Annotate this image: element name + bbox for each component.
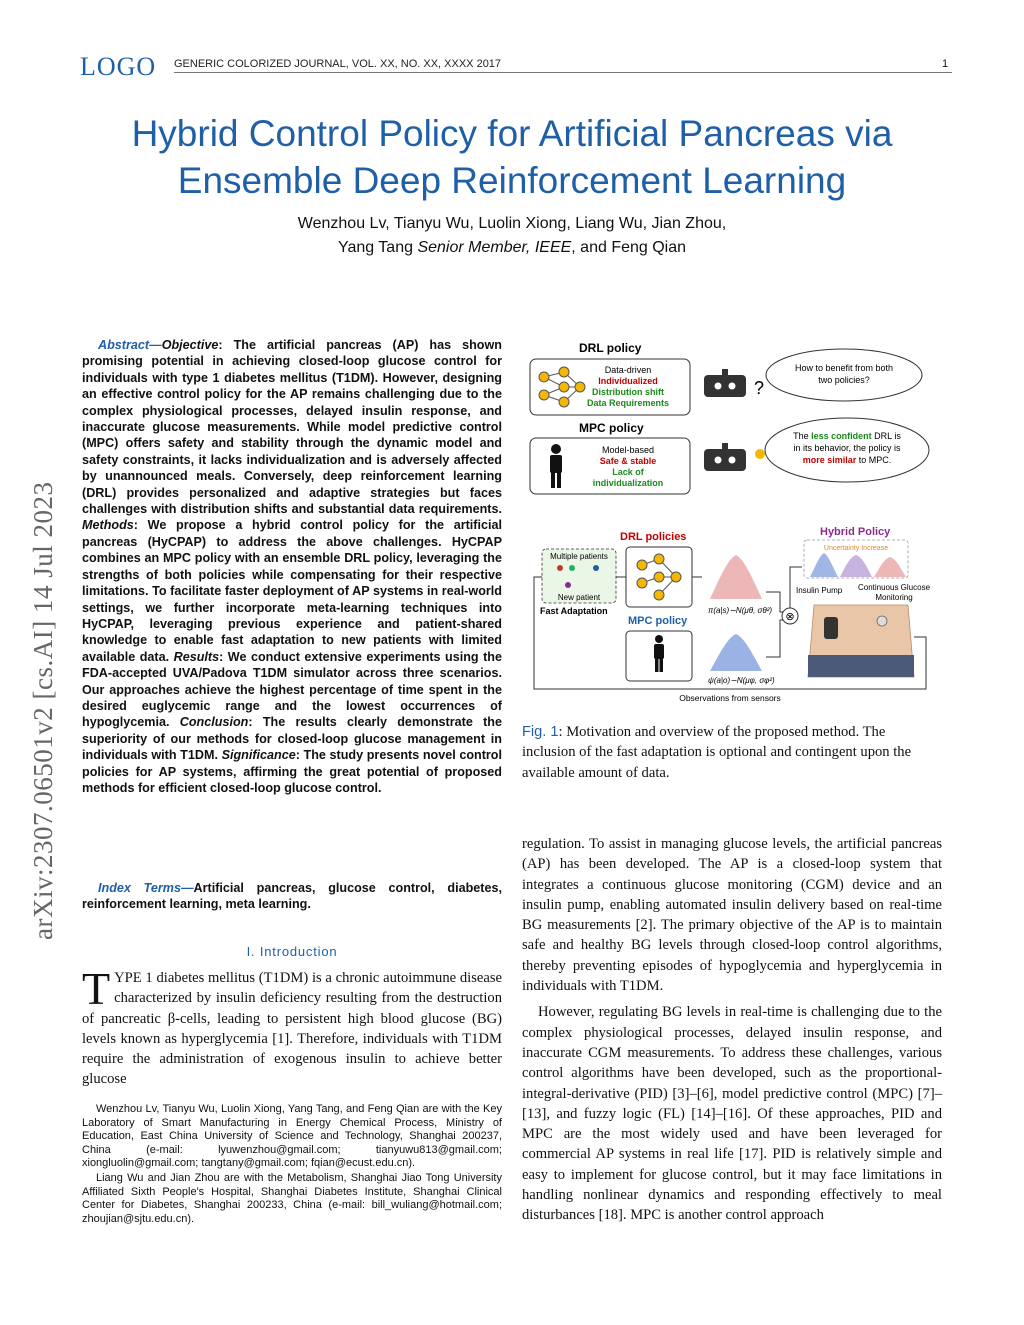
author-list (60, 212, 964, 260)
methods-label: Methods (82, 518, 134, 533)
cgm-sensor (877, 616, 887, 626)
insulin-pump-device (824, 617, 838, 639)
mpc-line-4: individualization (592, 478, 664, 488)
index-terms-label: Index Terms— (98, 881, 194, 895)
uncertainty-label: Uncertainty Increase (823, 545, 889, 552)
authors-line-1: Wenzhou Lv, Tianyu Wu, Luolin Xiong, Liang Wu, Jian Zhou, (297, 215, 727, 232)
objective-text: : The artificial pancreas (AP) has shown promising potential in achieving closed-loop glucose control for individuals with type 1 diabetes mellitus (T1DM). However, designing an effective control policy for the AP remains challenging due to the complex physiological processes, delayed insulin response, and inaccurate glucose measurements. While model predictive control (MPC) offers safety and stability through the dynamic model and safety constraints, it lacks individualization and is adversely affected by unannounced meals. Conversely, deep reinforcement learning (DRL) provides personalized and adaptive strategies but faces challenges with distribution shifts and substantial data requirements. (82, 338, 502, 517)
drl-distribution-curve (710, 555, 762, 599)
mpc-line-2: Safe & stable (599, 456, 657, 466)
multiple-patients-label: Multiple patients (550, 552, 608, 561)
mpc-to-combine-line (766, 620, 784, 657)
arxiv-stamp: arXiv:2307.06501v2 [cs.AI] 14 Jul 2023 (28, 481, 58, 940)
journal-logo: LOGO (80, 52, 157, 81)
drl-line-2: Individualized (598, 376, 658, 386)
drl-line-1: Data-driven (604, 365, 652, 375)
cloud2-line-1: The less confident DRL is (793, 431, 901, 441)
results-text: : We conduct extensive experiments using the FDA-accepted UVA/Padova T1DM simulator across three scenarios. Our approaches achieve the highest percentage of time spent in the desired euglycemic range and the lowest occurrences of hypoglycemia. (82, 649, 503, 730)
question-mark: ? (754, 378, 765, 398)
abstract (82, 337, 502, 796)
mpc-distribution-curve (710, 634, 762, 671)
right-paragraph-2: However, regulating BG levels in real-time is challenging due to the complex physiological processes, delayed insulin response, and inaccurate CGM measurements. To address these challenges, various control algorithms have been developed, such as the proportional-integral-derivative (PID) [3]–[6], model predictive control (MPC) [7]–[13], and fuzzy logic (FL) [14]–[16]. Of these approaches, PID and MPC are the most widely used and have been leveraged for commercial AP systems in real life [17]. PID is relatively simple and easy to implement for glucose control, but it may face limitations in handling nonlinear dynamics and responding effectively to meal disturbances [18]. MPC is another control approach (522, 1004, 942, 1224)
observations-label: Observations from sensors (679, 693, 781, 703)
introduction-text (82, 963, 502, 1090)
patient-jeans (808, 655, 914, 677)
footnote-1: Wenzhou Lv, Tianyu Wu, Luolin Xiong, Yang Tang, and Feng Qian are with the Key Laboratory of Smart Manufacturing in Energy Chemical Process, Ministry of Education, East China University of Science and Technology, Shanghai 200237, China (e-mail: lyuwenzhou@gmail.com; tianyuwu813@gmail.com; xiongluolin@gmail.com; tangtany@gmail.com; fqian@ecust.edu.cn). (82, 1103, 502, 1170)
figure-1 (522, 337, 952, 707)
abstract-label: Abstract— (98, 338, 162, 352)
mpc-policy-title: MPC policy (579, 421, 644, 435)
cgm-label-1: Continuous Glucose (857, 583, 931, 592)
index-terms (82, 880, 502, 913)
drl-policy-title: DRL policy (579, 341, 642, 355)
cloud2-line-2: in its behavior, the policy is (793, 443, 901, 453)
authors-line-2-pre: Yang Tang (337, 239, 418, 256)
title-line-2: Ensemble Deep Reinforcement Learning (177, 160, 847, 201)
section-heading: I. Introduction (246, 944, 338, 959)
drl-policies-title: DRL policies (620, 531, 687, 543)
new-patient-label: New patient (557, 593, 601, 602)
cloud1-line-2: two policies? (818, 375, 870, 385)
title-line-1: Hybrid Control Policy for Artificial Pancreas via (131, 113, 893, 154)
significance-text: : The study presents novel control policies for AP systems, affirming the great potential of proposed methods for efficient closed-loop glucose control. (82, 748, 502, 795)
mpc-policy-bottom-title: MPC policy (628, 615, 688, 627)
methods-text: : We propose a hybrid control policy for the artificial pancreas (HyCPAP) to address the above challenges. HyCPAP combines an MPC policy with an ensemble DRL policy, leveraging the strengths of both policies while compensating for their respective limitations. To facilitate faster deployment of AP systems in real-world settings, we further incorporate meta-learning techniques into HyCPAP, leveraging previous experience and patient-shared knowledge to enable fast adaptation to new patients with limited available data. (82, 518, 502, 664)
fast-adaptation-label: Fast Adaptation (540, 606, 608, 616)
header-divider (174, 72, 952, 73)
paper-title (60, 110, 964, 204)
mpc-line-3: Lack of (612, 467, 644, 477)
right-column-text (522, 834, 942, 1232)
hybrid-policy-title: Hybrid Policy (820, 526, 891, 538)
insulin-pump-label: Insulin Pump (796, 586, 843, 595)
authors-line-2 (60, 236, 964, 260)
author-role: Senior Member, IEEE (417, 239, 572, 256)
caption-text: : Motivation and overview of the proposed method. The inclusion of the fast adaptation is optional and contingent upon the available amount of data. (522, 724, 912, 781)
drl-line-4: Data Requirements (586, 398, 670, 408)
page-number: 1 (942, 58, 949, 70)
cloud1-line-1: How to benefit from both (794, 363, 894, 373)
index-terms-text: Artificial pancreas, glucose control, diabetes, reinforcement learning, meta learning. (82, 881, 502, 912)
psi-formula: ψ(a|o)∼N(μφ, σφ²) (708, 676, 775, 685)
first-word: YPE (114, 970, 142, 986)
right-paragraph-1: regulation. To assist in managing glucose levels, the artificial pancreas (AP) has been developed. The AP is a closed-loop system that integrates a continuous glucose monitoring (CGM) device and an insulin pump, enabling automated insulin delivery based on real-time BG measurements [2]. The primary objective of the AP is to maintain safe and healthy BG levels through closed-loop control algorithms, thereby preventing episodes of hypoglycemia and hyperglycemia in individuals with T1DM. (522, 836, 942, 995)
combine-symbol: ⊗ (785, 611, 795, 623)
drop-cap: T (82, 963, 111, 1014)
journal-header: GENERIC COLORIZED JOURNAL, VOL. XX, NO. XX, XXXX 2017 (174, 58, 502, 70)
results-label: Results (173, 649, 220, 664)
mpc-line-1: Model-based (601, 445, 655, 455)
cgm-label-2: Monitoring (875, 593, 913, 602)
robot-idea-icon (704, 443, 765, 471)
intro-body: 1 diabetes mellitus (T1DM) is a chronic autoimmune disease characterized by insulin deficiency resulting from the destruction of pancreatic β-cells, leading to persistent high blood glucose (BG) levels known as hyperglycemia [1]. Therefore, individuals with T1DM require the administration of exogenous insulin to achieve better glucose (82, 970, 502, 1088)
objective-label: Objective (161, 338, 219, 352)
robot-icon (704, 369, 746, 397)
significance-label: Significance (221, 748, 296, 763)
authors-line-2-post: , and Feng Qian (571, 239, 687, 256)
conclusion-text: : The results clearly demonstrate the superiority of our methods for closed-loop glucose management in individuals with T1DM. (82, 715, 502, 763)
footnote-2: Liang Wu and Jian Zhou are with the Metabolism, Shanghai Jiao Tong University Affiliated Sixth People's Hospital, Shanghai Diabetes Institute, Shanghai Clinical Center for Diabetes, Shanghai 200233, China (e-mail: bill_wuliang@hotmail.com; zhoujian@sjtu.edu.cn). (82, 1171, 502, 1225)
pi-formula: π(a|s)∼N(μθ, σθ²) (708, 606, 773, 615)
figure-label: Fig. 1 (522, 724, 559, 740)
conclusion-label: Conclusion (179, 715, 249, 730)
figure-caption (522, 722, 942, 783)
drl-line-3: Distribution shift (592, 387, 664, 397)
author-footnotes (82, 1103, 502, 1227)
cloud2-line-3: more similar to MPC. (802, 455, 892, 465)
